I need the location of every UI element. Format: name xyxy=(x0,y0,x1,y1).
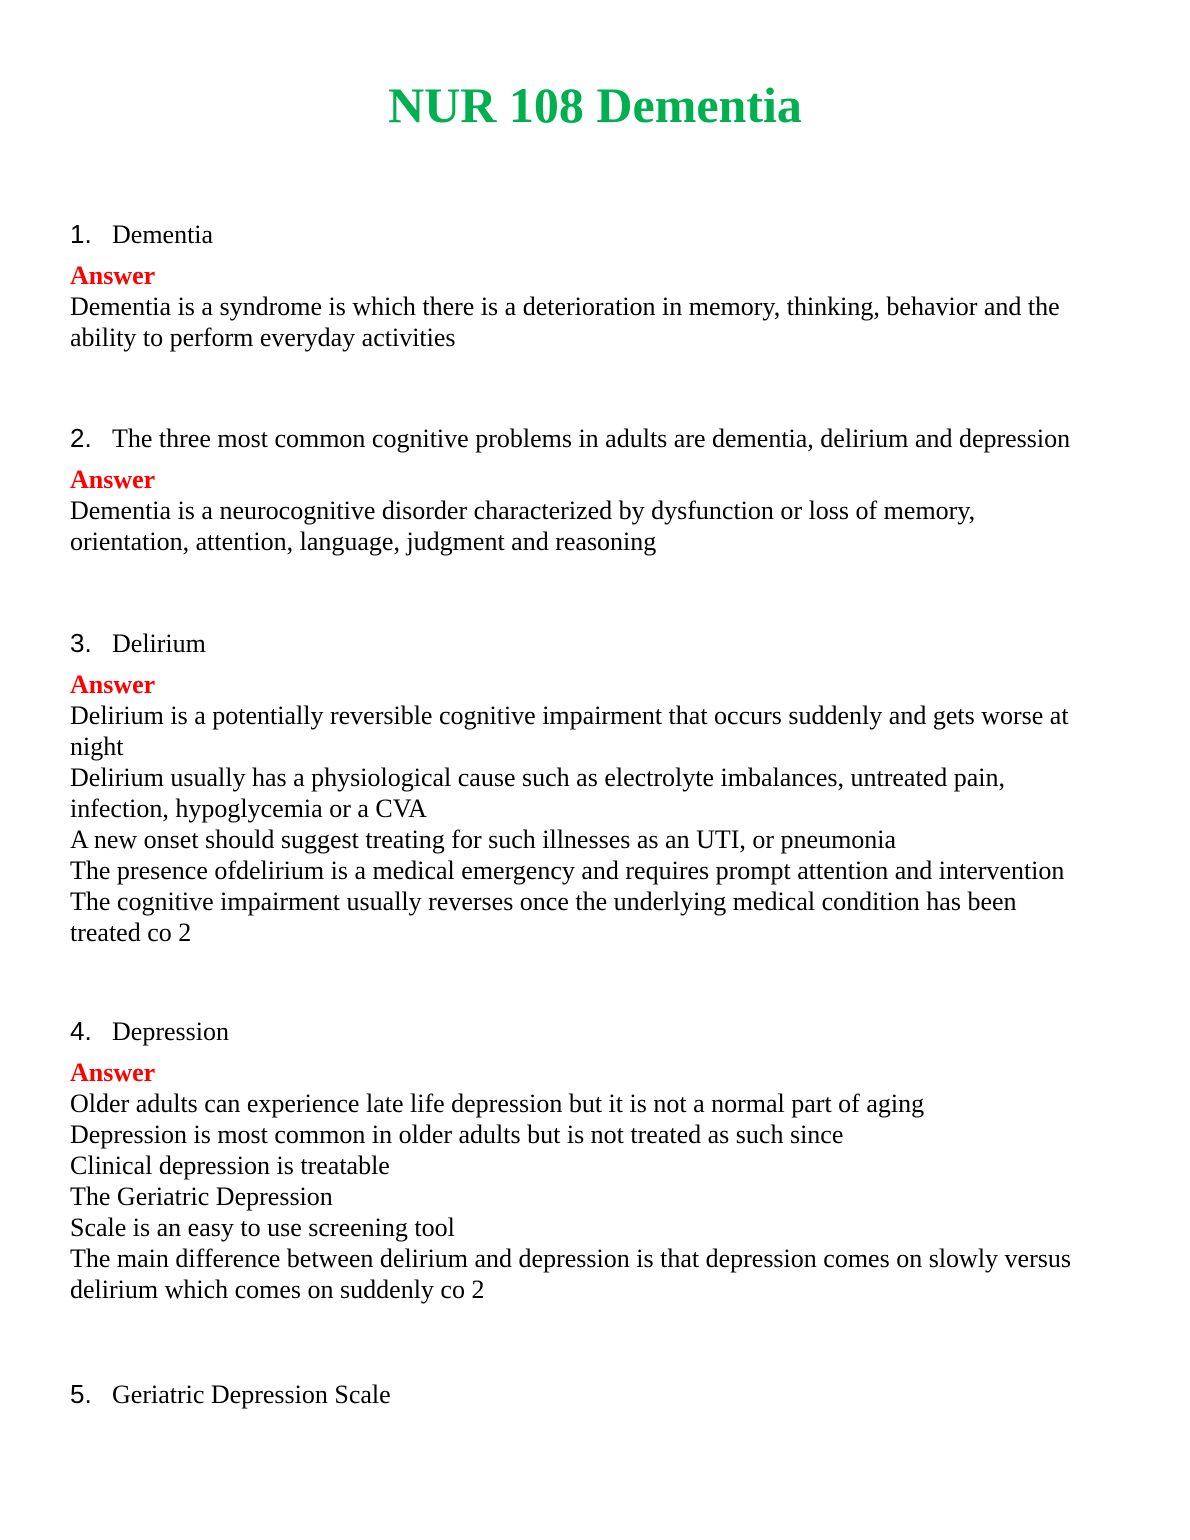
answer-line: The cognitive impairment usually reverses once the underlying medical condition has been xyxy=(70,887,1017,916)
question-item xyxy=(70,418,1130,557)
question-text: The three most common cognitive problems in adults are dementia, delirium and depression xyxy=(112,424,1071,453)
answer-line: Delirium is a potentially reversible cognitive impairment that occurs suddenly and gets worse at xyxy=(70,701,1069,730)
answer-line: Delirium usually has a physiological cause such as electrolyte imbalances, untreated pain, xyxy=(70,763,1005,792)
question-number: 4. xyxy=(70,1016,92,1046)
answer-line: delirium which comes on suddenly co 2 xyxy=(70,1275,485,1304)
question xyxy=(70,1374,1130,1414)
document-title: NUR 108 Dementia xyxy=(388,77,802,133)
answer-line: treated co 2 xyxy=(70,918,192,947)
answer-line: infection, hypoglycemia or a CVA xyxy=(70,794,427,823)
question xyxy=(70,623,1130,663)
answer-line: Dementia is a syndrome is which there is a deterioration in memory, thinking, behavior and the xyxy=(70,292,1060,321)
question-number: 5. xyxy=(70,1379,92,1409)
answer-line: Dementia is a neurocognitive disorder characterized by dysfunction or loss of memory, xyxy=(70,496,976,525)
answer-label: Answer xyxy=(70,1058,156,1087)
answer-line: night xyxy=(70,732,124,761)
question xyxy=(70,214,1130,254)
answer-line: orientation, attention, language, judgment and reasoning xyxy=(70,527,657,556)
question-number: 2. xyxy=(70,423,92,453)
answer-line: Older adults can experience late life depression but it is not a normal part of aging xyxy=(70,1089,925,1118)
question-item xyxy=(70,623,1130,948)
question-number: 3. xyxy=(70,628,92,658)
question-text: Dementia xyxy=(112,220,214,249)
answer-line: The Geriatric Depression xyxy=(70,1182,333,1211)
answer-line: ability to perform everyday activities xyxy=(70,323,456,352)
answer-label: Answer xyxy=(70,465,156,494)
answer-line: The presence ofdelirium is a medical emergency and requires prompt attention and intervention xyxy=(70,856,1065,885)
question-item xyxy=(70,214,1130,353)
answer-line: The main difference between delirium and depression is that depression comes on slowly versus xyxy=(70,1244,1071,1273)
question-number: 1. xyxy=(70,219,92,249)
answer-label: Answer xyxy=(70,670,156,699)
question-text: Depression xyxy=(112,1017,229,1046)
question-item xyxy=(70,1011,1130,1305)
question-item xyxy=(70,1374,1130,1414)
question xyxy=(70,1011,1130,1051)
answer-label: Answer xyxy=(70,261,156,290)
question-text: Geriatric Depression Scale xyxy=(112,1380,391,1409)
answer-line: A new onset should suggest treating for such illnesses as an UTI, or pneumonia xyxy=(70,825,897,854)
answer-line: Depression is most common in older adults but is not treated as such since xyxy=(70,1120,844,1149)
question-text: Delirium xyxy=(112,629,206,658)
question xyxy=(70,418,1130,458)
answer-line: Scale is an easy to use screening tool xyxy=(70,1213,455,1242)
answer-line: Clinical depression is treatable xyxy=(70,1151,390,1180)
